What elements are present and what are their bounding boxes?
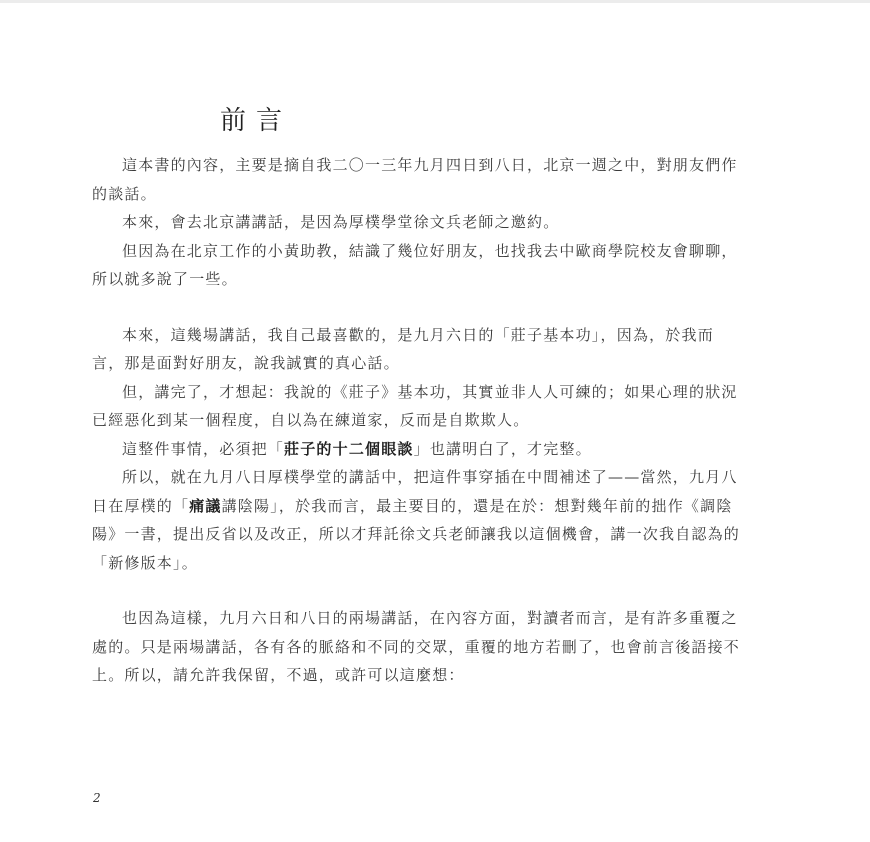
page-number: 2 [93, 791, 101, 805]
paragraph: 這本書的內容，主要是摘自我二〇一三年九月四日到八日，北京一週之中，對朋友們作的談話。 [92, 156, 738, 203]
paragraph: 但，講完了，才想起：我說的《莊子》基本功，其實並非人人可練的；如果心理的狀況已經惡化到某一個程度，自以為在練道家，反而是自欺欺人。 [92, 382, 738, 429]
bold-phrase: 莊子的十二個眼談 [284, 439, 414, 458]
paragraph-text: 」也講明白了，才完整。 [413, 439, 592, 458]
paragraph: 也因為這樣，九月六日和八日的兩場講話，在內容方面，對讀者而言，是有許多重覆之處的。只是兩場講話，各有各的脈絡和不同的交眾，重覆的地方若刪了，也會前言後語接不上。所以，請允許我保留，不過，或許可以這麼想： [92, 609, 741, 684]
section-gap [92, 577, 742, 604]
paragraph-text: 這整件事情，必須把「 [122, 439, 285, 458]
bold-phrase: 痛議 [189, 496, 222, 515]
paragraph: 但因為在北京工作的小黃助教，結識了幾位好朋友，也找我去中歐商學院校友會聊聊，所以就多說了一些。 [92, 241, 738, 288]
paragraph [92, 435, 742, 464]
top-edge-rule [0, 0, 870, 3]
page-title: 前言 [220, 106, 293, 136]
section-gap [92, 294, 742, 321]
paragraph [92, 463, 742, 577]
document-page [92, 100, 742, 690]
paragraph-text: 講陰陽」，於我而言，最主要目的，還是在於：想對幾年前的拙作《調陰陽》一書，提出反省以及改正，所以才拜託徐文兵老師讓我以這個機會，講一次我自認為的「新修版本」。 [92, 496, 741, 572]
paragraph-text: 所以，就在九月八日厚樸學堂的講話中，把這件事穿插在中間補述了——當然，九月八日在厚樸的「 [92, 468, 738, 515]
paragraph: 本來，這幾場講話，我自己最喜歡的，是九月六日的「莊子基本功」，因為，於我而言，那是面對好朋友，說我誠實的真心話。 [92, 325, 714, 372]
paragraph: 本來，會去北京講講話，是因為厚樸學堂徐文兵老師之邀約。 [122, 213, 560, 231]
